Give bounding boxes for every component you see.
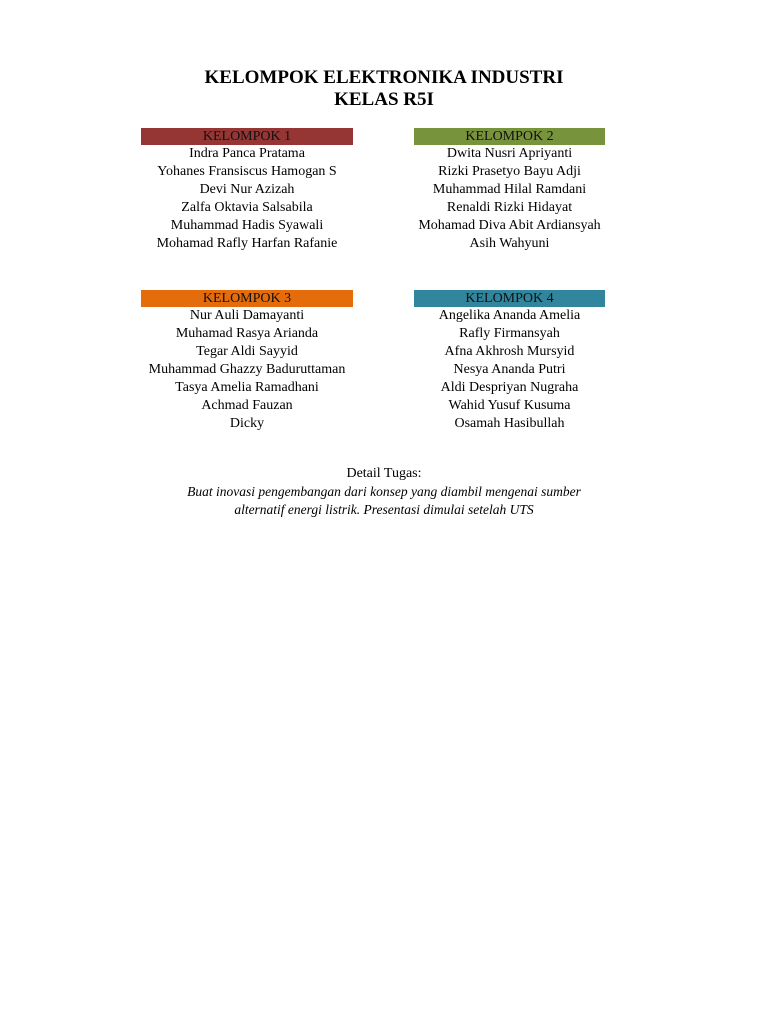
- member-name: Dicky: [229, 416, 265, 431]
- member-name: Nesya Ananda Putri: [453, 362, 566, 377]
- group-3-header: KELOMPOK 3: [141, 290, 353, 307]
- member-name: Devi Nur Azizah: [199, 182, 295, 197]
- member-name: Rizki Prasetyo Bayu Adji: [438, 164, 581, 179]
- member-name: Dwita Nusri Apriyanti: [446, 146, 573, 161]
- group-1-members: [141, 145, 353, 253]
- group-1: [141, 128, 353, 253]
- member-name: Yohanes Fransiscus Hamogan S: [157, 164, 337, 179]
- group-4: [414, 290, 605, 433]
- member-name: Angelika Ananda Amelia: [438, 308, 581, 323]
- group-3-members: [141, 307, 353, 433]
- member-name: Mohamad Rafly Harfan Rafanie: [156, 236, 338, 251]
- member-name: Muhammad Ghazzy Baduruttaman: [148, 362, 346, 377]
- group-2-header: KELOMPOK 2: [414, 128, 605, 145]
- group-1-header: KELOMPOK 1: [141, 128, 353, 145]
- task-detail-line-2: alternatif energi listrik. Presentasi dimulai setelah UTS: [234, 502, 534, 517]
- document-title: KELOMPOK ELEKTRONIKA INDUSTRI: [204, 67, 564, 88]
- group-4-members: [414, 307, 605, 433]
- member-name: Zalfa Oktavia Salsabila: [181, 200, 313, 215]
- member-name: Nur Auli Damayanti: [189, 308, 305, 323]
- member-name: Rafly Firmansyah: [459, 326, 560, 341]
- group-4-header: KELOMPOK 4: [414, 290, 605, 307]
- group-3: [141, 290, 353, 433]
- group-2-members: [414, 145, 605, 253]
- member-name: Renaldi Rizki Hidayat: [446, 200, 573, 215]
- member-name: Tegar Aldi Sayyid: [196, 344, 298, 359]
- member-name: Osamah Hasibullah: [454, 416, 565, 431]
- member-name: Aldi Despriyan Nugraha: [440, 380, 579, 395]
- group-2: [414, 128, 605, 253]
- task-detail-label: Detail Tugas:: [346, 466, 422, 481]
- member-name: Mohamad Diva Abit Ardiansyah: [418, 218, 601, 233]
- member-name: Wahid Yusuf Kusuma: [448, 398, 571, 413]
- task-detail: [120, 465, 648, 519]
- task-detail-line-1: Buat inovasi pengembangan dari konsep yang diambil mengenai sumber: [187, 484, 581, 499]
- member-name: Muhamad Rasya Arianda: [175, 326, 319, 341]
- member-name: Achmad Fauzan: [201, 398, 293, 413]
- document-subtitle: KELAS R5I: [334, 89, 434, 110]
- member-name: Muhammad Hadis Syawali: [170, 218, 324, 233]
- member-name: Asih Wahyuni: [469, 236, 550, 251]
- member-name: Indra Panca Pratama: [189, 146, 305, 161]
- member-name: Tasya Amelia Ramadhani: [175, 380, 319, 395]
- member-name: Muhammad Hilal Ramdani: [432, 182, 587, 197]
- member-name: Afna Akhrosh Mursyid: [444, 344, 575, 359]
